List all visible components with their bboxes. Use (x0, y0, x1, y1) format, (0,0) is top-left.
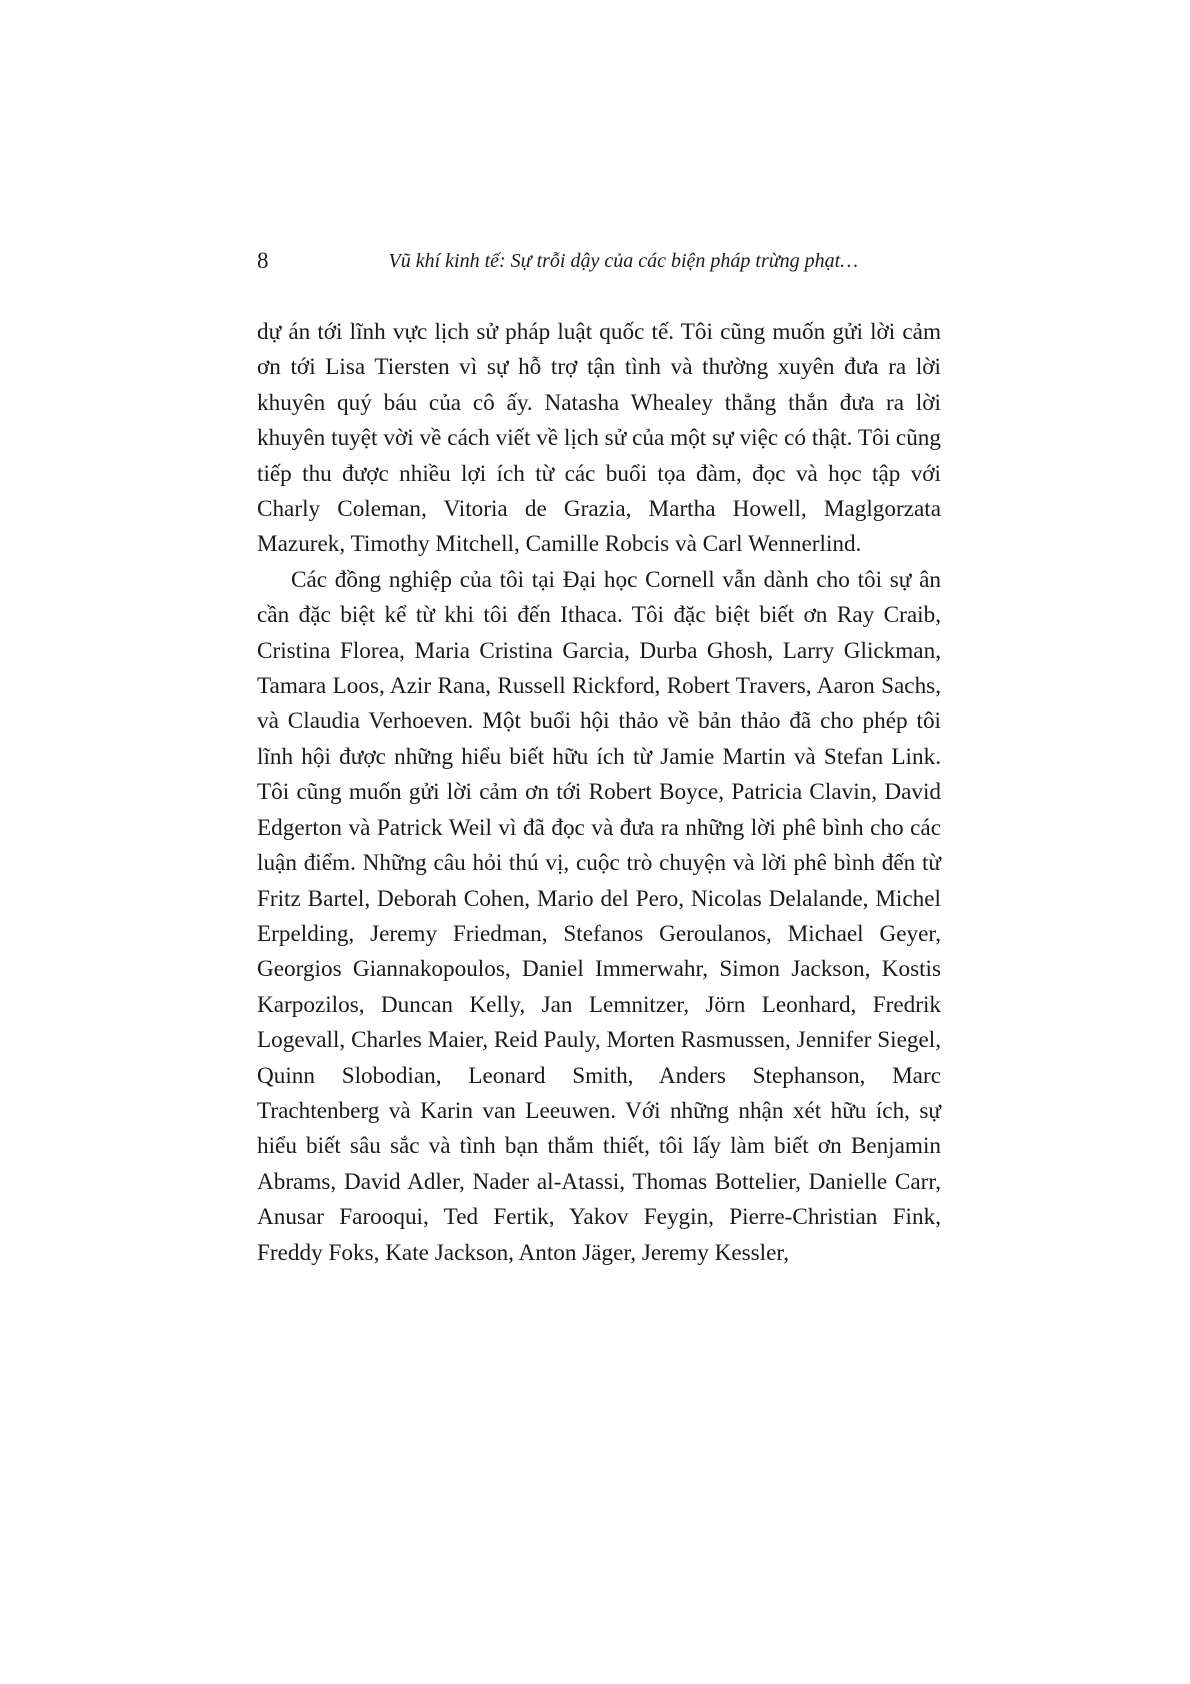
body-text (257, 315, 941, 1271)
book-title: Vũ khí kinh tế: Sự trỗi dậy của các biện pháp trừng phạt… (388, 250, 858, 272)
paragraph-continued: dự án tới lĩnh vực lịch sử pháp luật quốc tế. Tôi cũng muốn gửi lời cảm ơn tới Lisa Tiersten vì sự hỗ trợ tận tình và thường xuyên đưa ra lời khuyên quý báu của cô ấy. Natasha Whealey thẳng thắn đưa ra lời khuyên tuyệt vời về cách viết về lịch sử của một sự việc có thật. Tôi cũng tiếp thu được nhiều lợi ích từ các buổi tọa đàm, đọc và học tập với Charly Coleman, Vitoria de Grazia, Martha Howell, Maglgorzata Mazurek, Timothy Mitchell, Camille Robcis và Carl Wennerlind. (257, 319, 941, 558)
running-header (257, 244, 942, 278)
page-number: 8 (257, 248, 269, 273)
paragraph: Các đồng nghiệp của tôi tại Đại học Cornell vẫn dành cho tôi sự ân cần đặc biệt kể từ khi tôi đến Ithaca. Tôi đặc biệt biết ơn Ray Craib, Cristina Florea, Maria Cristina Garcia, Durba Ghosh, Larry Glickman, Tamara Loos, Azir Rana, Russell Rickford, Robert Travers, Aaron Sachs, và Claudia Verhoeven. Một buổi hội thảo về bản thảo đã cho phép tôi lĩnh hội được những hiểu biết hữu ích từ Jamie Martin và Stefan Link. Tôi cũng muốn gửi lời cảm ơn tới Robert Boyce, Patricia Clavin, David Edgerton và Patrick Weil vì đã đọc và đưa ra những lời phê bình cho các luận điểm. Những câu hỏi thú vị, cuộc trò chuyện và lời phê bình đến từ Fritz Bartel, Deborah Cohen, Mario del Pero, Nicolas Delalande, Michel Erpelding, Jeremy Friedman, Stefanos Geroulanos, Michael Geyer, Georgios Giannakopoulos, Daniel Immerwahr, Simon Jackson, Kostis Karpozilos, Duncan Kelly, Jan Lemnitzer, Jörn Leonhard, Fredrik Logevall, Charles Maier, Reid Pauly, Morten Rasmussen, Jennifer Siegel, Quinn Slobodian, Leonard Smith, Anders Stephanson, Marc Trachtenberg và Karin van Leeuwen. Với những nhận xét hữu ích, sự hiểu biết sâu sắc và tình bạn thắm thiết, tôi lấy làm biết ơn Benjamin Abrams, David Adler, Nader al-Atassi, Thomas Bottelier, Danielle Carr, Anusar Farooqui, Ted Fertik, Yakov Feygin, Pierre-Christian Fink, Freddy Foks, Kate Jackson, Anton Jäger, Jeremy Kessler, (257, 566, 941, 1266)
